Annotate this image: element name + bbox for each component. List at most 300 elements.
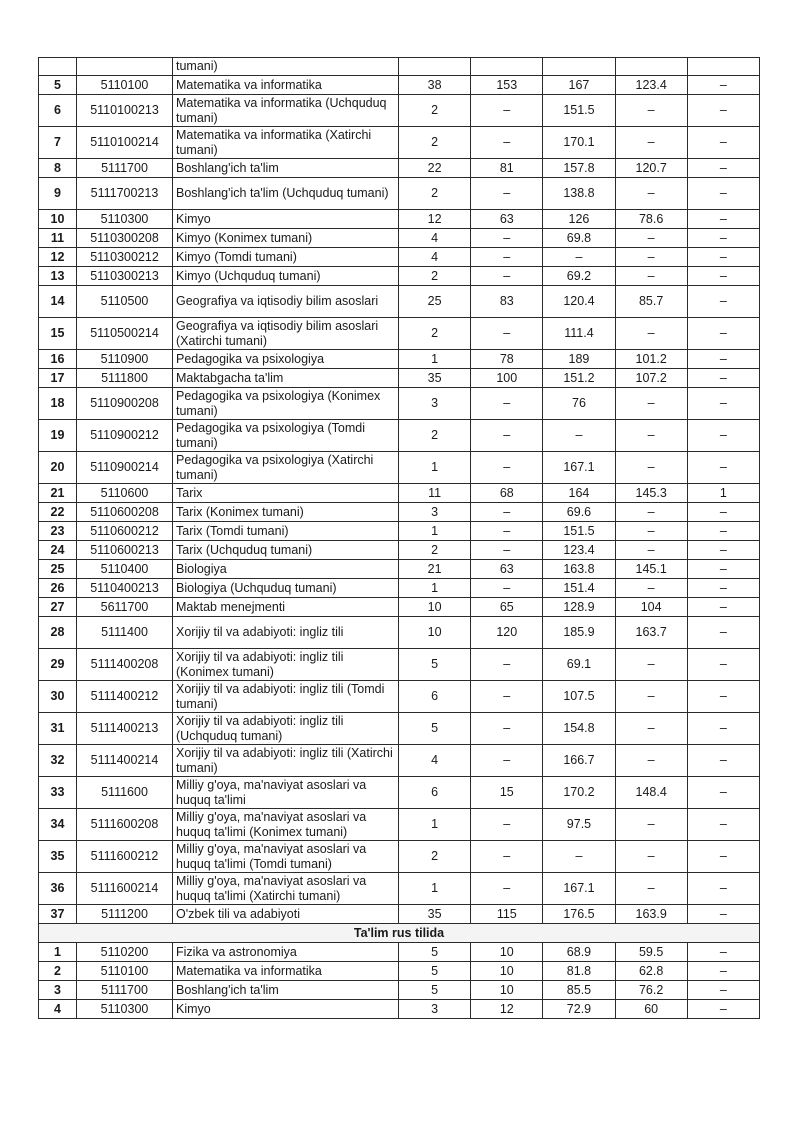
cell-quota: 4 bbox=[399, 248, 471, 267]
cell-extra: – bbox=[687, 1000, 759, 1019]
cell-code: 5111400 bbox=[77, 617, 173, 649]
cell-score-max: 69.2 bbox=[543, 267, 615, 286]
cell-extra: – bbox=[687, 522, 759, 541]
cell-name: Kimyo bbox=[173, 210, 399, 229]
cell-name: Matematika va informatika bbox=[173, 76, 399, 95]
cell-score-min: – bbox=[615, 745, 687, 777]
cell-number: 32 bbox=[39, 745, 77, 777]
cell-quota: 12 bbox=[399, 210, 471, 229]
table-row bbox=[39, 388, 760, 420]
cell-number: 20 bbox=[39, 452, 77, 484]
cell-extra: – bbox=[687, 962, 759, 981]
cell-name: Boshlang'ich ta'lim bbox=[173, 981, 399, 1000]
cell-number: 1 bbox=[39, 943, 77, 962]
cell-score-min: – bbox=[615, 541, 687, 560]
cell-name: Xorijiy til va adabiyoti: ingliz tili (Uchquduq tumani) bbox=[173, 713, 399, 745]
cell-name: Biologiya bbox=[173, 560, 399, 579]
cell-score-max: 151.5 bbox=[543, 95, 615, 127]
cell-quota: 2 bbox=[399, 178, 471, 210]
cell-quota: 5 bbox=[399, 981, 471, 1000]
cell-score-max: 164 bbox=[543, 484, 615, 503]
cell-extra: – bbox=[687, 617, 759, 649]
cell-score-min: – bbox=[615, 318, 687, 350]
cell-name: Pedagogika va psixologiya (Xatirchi tumani) bbox=[173, 452, 399, 484]
cell-code: 5110100 bbox=[77, 76, 173, 95]
table-row bbox=[39, 503, 760, 522]
cell-number: 29 bbox=[39, 649, 77, 681]
cell-code: 5110300213 bbox=[77, 267, 173, 286]
table-row bbox=[39, 841, 760, 873]
cell-score-min: 60 bbox=[615, 1000, 687, 1019]
cell-score-min: 107.2 bbox=[615, 369, 687, 388]
cell-code: 5111200 bbox=[77, 905, 173, 924]
cell-score-max: 97.5 bbox=[543, 809, 615, 841]
cell-applications: – bbox=[471, 503, 543, 522]
cell-quota: 5 bbox=[399, 962, 471, 981]
cell-code: 5110300 bbox=[77, 1000, 173, 1019]
cell-applications: – bbox=[471, 178, 543, 210]
cell-extra: – bbox=[687, 267, 759, 286]
table-row bbox=[39, 76, 760, 95]
table-row bbox=[39, 522, 760, 541]
cell-applications: – bbox=[471, 522, 543, 541]
cell-extra: – bbox=[687, 229, 759, 248]
table-row bbox=[39, 777, 760, 809]
cell-extra: – bbox=[687, 350, 759, 369]
cell-name: Kimyo (Konimex tumani) bbox=[173, 229, 399, 248]
cell-number: 31 bbox=[39, 713, 77, 745]
cell-score-min: – bbox=[615, 841, 687, 873]
cell-extra: – bbox=[687, 943, 759, 962]
cell-name: Matematika va informatika (Xatirchi tumani) bbox=[173, 127, 399, 159]
admission-quota-document bbox=[38, 57, 760, 1019]
cell-applications: 63 bbox=[471, 210, 543, 229]
cell-number: 7 bbox=[39, 127, 77, 159]
cell-score-max: 128.9 bbox=[543, 598, 615, 617]
cell-name: Geografiya va iqtisodiy bilim asoslari bbox=[173, 286, 399, 318]
cell-quota: 2 bbox=[399, 267, 471, 286]
table-row-continued bbox=[39, 58, 760, 76]
cell-score-min: – bbox=[615, 420, 687, 452]
cell-score-min: – bbox=[615, 873, 687, 905]
cell-score-max: 81.8 bbox=[543, 962, 615, 981]
cell-score-min: – bbox=[615, 503, 687, 522]
cell-number: 28 bbox=[39, 617, 77, 649]
cell-name: Geografiya va iqtisodiy bilim asoslari (Xatirchi tumani) bbox=[173, 318, 399, 350]
cell-number bbox=[39, 58, 77, 76]
cell-code: 5110900 bbox=[77, 350, 173, 369]
cell-applications: – bbox=[471, 873, 543, 905]
cell-quota: 3 bbox=[399, 388, 471, 420]
cell-applications: – bbox=[471, 745, 543, 777]
cell-applications: – bbox=[471, 809, 543, 841]
admission-table bbox=[38, 57, 760, 1019]
cell-extra: – bbox=[687, 388, 759, 420]
cell-quota: 1 bbox=[399, 522, 471, 541]
cell-extra: 1 bbox=[687, 484, 759, 503]
cell-name: Xorijiy til va adabiyoti: ingliz tili bbox=[173, 617, 399, 649]
table-row bbox=[39, 981, 760, 1000]
table-row bbox=[39, 541, 760, 560]
cell-score-max: 69.1 bbox=[543, 649, 615, 681]
cell-extra: – bbox=[687, 579, 759, 598]
cell-extra: – bbox=[687, 905, 759, 924]
table-row bbox=[39, 286, 760, 318]
cell-score-min: 101.2 bbox=[615, 350, 687, 369]
cell-score-max: 151.4 bbox=[543, 579, 615, 598]
cell-quota: 1 bbox=[399, 579, 471, 598]
cell-quota: 35 bbox=[399, 905, 471, 924]
cell-code: 5111600212 bbox=[77, 841, 173, 873]
table-row bbox=[39, 560, 760, 579]
cell-quota: 5 bbox=[399, 649, 471, 681]
cell-number: 27 bbox=[39, 598, 77, 617]
cell-code: 5110900208 bbox=[77, 388, 173, 420]
cell-score-min: 78.6 bbox=[615, 210, 687, 229]
cell-score-max: 185.9 bbox=[543, 617, 615, 649]
cell-name: Kimyo bbox=[173, 1000, 399, 1019]
table-row bbox=[39, 873, 760, 905]
cell-number: 5 bbox=[39, 76, 77, 95]
cell-quota: 5 bbox=[399, 713, 471, 745]
cell-score-max: 166.7 bbox=[543, 745, 615, 777]
cell-name: tumani) bbox=[173, 58, 399, 76]
cell-quota: 6 bbox=[399, 681, 471, 713]
cell-score-min: 59.5 bbox=[615, 943, 687, 962]
cell-code bbox=[77, 58, 173, 76]
cell-code: 5110400 bbox=[77, 560, 173, 579]
cell-code: 5111600 bbox=[77, 777, 173, 809]
cell-quota: 10 bbox=[399, 598, 471, 617]
table-row bbox=[39, 962, 760, 981]
cell-number: 3 bbox=[39, 981, 77, 1000]
cell-score-min: 145.1 bbox=[615, 560, 687, 579]
cell-number: 33 bbox=[39, 777, 77, 809]
cell-applications: – bbox=[471, 267, 543, 286]
cell-number: 6 bbox=[39, 95, 77, 127]
cell-quota: 22 bbox=[399, 159, 471, 178]
cell-score-max: 163.8 bbox=[543, 560, 615, 579]
cell-code: 5111400208 bbox=[77, 649, 173, 681]
cell-code: 5110300208 bbox=[77, 229, 173, 248]
cell-extra: – bbox=[687, 95, 759, 127]
cell-extra: – bbox=[687, 560, 759, 579]
cell-applications: – bbox=[471, 95, 543, 127]
table-row bbox=[39, 598, 760, 617]
cell-score-min: 104 bbox=[615, 598, 687, 617]
cell-extra: – bbox=[687, 541, 759, 560]
cell-applications: – bbox=[471, 127, 543, 159]
cell-name: O'zbek tili va adabiyoti bbox=[173, 905, 399, 924]
cell-number: 11 bbox=[39, 229, 77, 248]
cell-score-max: 154.8 bbox=[543, 713, 615, 745]
cell-quota bbox=[399, 58, 471, 76]
cell-extra: – bbox=[687, 178, 759, 210]
cell-score-min: 76.2 bbox=[615, 981, 687, 1000]
cell-score-max: 111.4 bbox=[543, 318, 615, 350]
cell-extra: – bbox=[687, 210, 759, 229]
table-row bbox=[39, 178, 760, 210]
cell-quota: 3 bbox=[399, 503, 471, 522]
cell-score-max: 167.1 bbox=[543, 452, 615, 484]
cell-code: 5110200 bbox=[77, 943, 173, 962]
table-row bbox=[39, 350, 760, 369]
cell-code: 5110500 bbox=[77, 286, 173, 318]
cell-score-max: 85.5 bbox=[543, 981, 615, 1000]
cell-name: Xorijiy til va adabiyoti: ingliz tili (Konimex tumani) bbox=[173, 649, 399, 681]
cell-extra: – bbox=[687, 420, 759, 452]
cell-applications bbox=[471, 58, 543, 76]
cell-score-max: 120.4 bbox=[543, 286, 615, 318]
cell-applications: 63 bbox=[471, 560, 543, 579]
cell-number: 18 bbox=[39, 388, 77, 420]
cell-number: 24 bbox=[39, 541, 77, 560]
cell-applications: 10 bbox=[471, 962, 543, 981]
cell-name: Maktabgacha ta'lim bbox=[173, 369, 399, 388]
table-row bbox=[39, 905, 760, 924]
cell-extra: – bbox=[687, 286, 759, 318]
table-row bbox=[39, 267, 760, 286]
cell-score-max: 167.1 bbox=[543, 873, 615, 905]
cell-score-max: 170.1 bbox=[543, 127, 615, 159]
cell-number: 2 bbox=[39, 962, 77, 981]
cell-number: 37 bbox=[39, 905, 77, 924]
cell-score-max: 167 bbox=[543, 76, 615, 95]
cell-applications: 83 bbox=[471, 286, 543, 318]
cell-applications: 120 bbox=[471, 617, 543, 649]
section-heading-row bbox=[39, 924, 760, 943]
cell-number: 16 bbox=[39, 350, 77, 369]
cell-quota: 4 bbox=[399, 229, 471, 248]
cell-applications: – bbox=[471, 681, 543, 713]
cell-name: Xorijiy til va adabiyoti: ingliz tili (Tomdi tumani) bbox=[173, 681, 399, 713]
cell-applications: 100 bbox=[471, 369, 543, 388]
cell-score-min: 120.7 bbox=[615, 159, 687, 178]
cell-score-max: 151.5 bbox=[543, 522, 615, 541]
cell-name: Tarix (Tomdi tumani) bbox=[173, 522, 399, 541]
cell-code: 5111800 bbox=[77, 369, 173, 388]
cell-extra: – bbox=[687, 809, 759, 841]
cell-code: 5110100214 bbox=[77, 127, 173, 159]
cell-applications: – bbox=[471, 420, 543, 452]
cell-name: Tarix (Konimex tumani) bbox=[173, 503, 399, 522]
cell-quota: 2 bbox=[399, 127, 471, 159]
cell-name: Tarix (Uchquduq tumani) bbox=[173, 541, 399, 560]
cell-applications: – bbox=[471, 452, 543, 484]
cell-code: 5111400214 bbox=[77, 745, 173, 777]
cell-code: 5110100 bbox=[77, 962, 173, 981]
table-row bbox=[39, 1000, 760, 1019]
cell-score-min: 163.9 bbox=[615, 905, 687, 924]
cell-number: 4 bbox=[39, 1000, 77, 1019]
cell-score-min: – bbox=[615, 95, 687, 127]
cell-score-max: 123.4 bbox=[543, 541, 615, 560]
table-row bbox=[39, 210, 760, 229]
table-row bbox=[39, 318, 760, 350]
cell-name: Maktab menejmenti bbox=[173, 598, 399, 617]
cell-extra: – bbox=[687, 159, 759, 178]
cell-extra: – bbox=[687, 503, 759, 522]
cell-code: 5111400213 bbox=[77, 713, 173, 745]
cell-number: 21 bbox=[39, 484, 77, 503]
cell-name: Boshlang'ich ta'lim (Uchquduq tumani) bbox=[173, 178, 399, 210]
cell-name: Matematika va informatika bbox=[173, 962, 399, 981]
cell-score-max: 68.9 bbox=[543, 943, 615, 962]
cell-applications: – bbox=[471, 318, 543, 350]
cell-extra: – bbox=[687, 873, 759, 905]
cell-extra: – bbox=[687, 713, 759, 745]
cell-code: 5111700 bbox=[77, 981, 173, 1000]
cell-extra: – bbox=[687, 248, 759, 267]
cell-extra: – bbox=[687, 649, 759, 681]
cell-code: 5110400213 bbox=[77, 579, 173, 598]
cell-score-max: 107.5 bbox=[543, 681, 615, 713]
cell-score-max: – bbox=[543, 248, 615, 267]
cell-code: 5110600213 bbox=[77, 541, 173, 560]
cell-number: 19 bbox=[39, 420, 77, 452]
cell-score-max: 138.8 bbox=[543, 178, 615, 210]
cell-quota: 1 bbox=[399, 350, 471, 369]
cell-number: 34 bbox=[39, 809, 77, 841]
cell-quota: 2 bbox=[399, 318, 471, 350]
table-row bbox=[39, 452, 760, 484]
cell-applications: – bbox=[471, 229, 543, 248]
cell-number: 17 bbox=[39, 369, 77, 388]
cell-extra: – bbox=[687, 777, 759, 809]
cell-number: 10 bbox=[39, 210, 77, 229]
cell-code: 5110900214 bbox=[77, 452, 173, 484]
cell-score-max: 126 bbox=[543, 210, 615, 229]
cell-quota: 11 bbox=[399, 484, 471, 503]
cell-extra: – bbox=[687, 318, 759, 350]
cell-name: Milliy g'oya, ma'naviyat asoslari va huquq ta'limi (Konimex tumani) bbox=[173, 809, 399, 841]
cell-quota: 2 bbox=[399, 841, 471, 873]
cell-number: 25 bbox=[39, 560, 77, 579]
cell-score-min: – bbox=[615, 248, 687, 267]
cell-applications: 10 bbox=[471, 981, 543, 1000]
cell-score-min: – bbox=[615, 809, 687, 841]
cell-score-min: – bbox=[615, 229, 687, 248]
cell-quota: 1 bbox=[399, 873, 471, 905]
table-row bbox=[39, 649, 760, 681]
table-row bbox=[39, 248, 760, 267]
cell-extra: – bbox=[687, 76, 759, 95]
cell-score-max: 176.5 bbox=[543, 905, 615, 924]
cell-score-max: 69.6 bbox=[543, 503, 615, 522]
cell-code: 5110900212 bbox=[77, 420, 173, 452]
cell-applications: 81 bbox=[471, 159, 543, 178]
table-row bbox=[39, 617, 760, 649]
cell-extra: – bbox=[687, 745, 759, 777]
cell-quota: 2 bbox=[399, 541, 471, 560]
cell-code: 5611700 bbox=[77, 598, 173, 617]
table-row bbox=[39, 484, 760, 503]
cell-name: Biologiya (Uchquduq tumani) bbox=[173, 579, 399, 598]
cell-applications: 65 bbox=[471, 598, 543, 617]
table-row bbox=[39, 95, 760, 127]
cell-code: 5110500214 bbox=[77, 318, 173, 350]
table-row bbox=[39, 943, 760, 962]
cell-score-min: – bbox=[615, 649, 687, 681]
cell-code: 5110600208 bbox=[77, 503, 173, 522]
cell-quota: 2 bbox=[399, 95, 471, 127]
table-row bbox=[39, 420, 760, 452]
cell-score-max: – bbox=[543, 841, 615, 873]
cell-applications: 10 bbox=[471, 943, 543, 962]
cell-score-max: – bbox=[543, 420, 615, 452]
cell-score-min: 123.4 bbox=[615, 76, 687, 95]
cell-name: Pedagogika va psixologiya bbox=[173, 350, 399, 369]
cell-code: 5111400212 bbox=[77, 681, 173, 713]
cell-code: 5111700213 bbox=[77, 178, 173, 210]
cell-score-min: – bbox=[615, 713, 687, 745]
cell-number: 13 bbox=[39, 267, 77, 286]
cell-extra bbox=[687, 58, 759, 76]
cell-extra: – bbox=[687, 369, 759, 388]
cell-number: 26 bbox=[39, 579, 77, 598]
cell-name: Matematika va informatika (Uchquduq tumani) bbox=[173, 95, 399, 127]
table-row bbox=[39, 369, 760, 388]
cell-score-min: – bbox=[615, 579, 687, 598]
cell-score-min: 148.4 bbox=[615, 777, 687, 809]
cell-quota: 1 bbox=[399, 809, 471, 841]
cell-number: 15 bbox=[39, 318, 77, 350]
cell-score-max: 69.8 bbox=[543, 229, 615, 248]
table-row bbox=[39, 745, 760, 777]
cell-name: Milliy g'oya, ma'naviyat asoslari va huquq ta'limi bbox=[173, 777, 399, 809]
table-row bbox=[39, 127, 760, 159]
cell-extra: – bbox=[687, 452, 759, 484]
cell-extra: – bbox=[687, 127, 759, 159]
cell-name: Boshlang'ich ta'lim bbox=[173, 159, 399, 178]
cell-applications: – bbox=[471, 649, 543, 681]
cell-score-min: – bbox=[615, 452, 687, 484]
cell-name: Milliy g'oya, ma'naviyat asoslari va huquq ta'limi (Tomdi tumani) bbox=[173, 841, 399, 873]
cell-score-max: 151.2 bbox=[543, 369, 615, 388]
table-row bbox=[39, 159, 760, 178]
cell-code: 5111600208 bbox=[77, 809, 173, 841]
cell-extra: – bbox=[687, 981, 759, 1000]
cell-score-min: 62.8 bbox=[615, 962, 687, 981]
cell-applications: 153 bbox=[471, 76, 543, 95]
cell-applications: 12 bbox=[471, 1000, 543, 1019]
cell-applications: 115 bbox=[471, 905, 543, 924]
cell-quota: 4 bbox=[399, 745, 471, 777]
cell-quota: 21 bbox=[399, 560, 471, 579]
cell-applications: 78 bbox=[471, 350, 543, 369]
cell-code: 5110300212 bbox=[77, 248, 173, 267]
cell-number: 36 bbox=[39, 873, 77, 905]
cell-score-max: 72.9 bbox=[543, 1000, 615, 1019]
cell-quota: 1 bbox=[399, 452, 471, 484]
cell-score-max: 170.2 bbox=[543, 777, 615, 809]
cell-code: 5111600214 bbox=[77, 873, 173, 905]
cell-number: 35 bbox=[39, 841, 77, 873]
cell-score-min: – bbox=[615, 178, 687, 210]
cell-applications: 15 bbox=[471, 777, 543, 809]
cell-applications: – bbox=[471, 579, 543, 598]
cell-score-max bbox=[543, 58, 615, 76]
cell-name: Tarix bbox=[173, 484, 399, 503]
table-row bbox=[39, 713, 760, 745]
cell-score-max: 76 bbox=[543, 388, 615, 420]
cell-score-min: 85.7 bbox=[615, 286, 687, 318]
cell-score-min: – bbox=[615, 681, 687, 713]
cell-extra: – bbox=[687, 598, 759, 617]
cell-applications: – bbox=[471, 541, 543, 560]
cell-name: Fizika va astronomiya bbox=[173, 943, 399, 962]
table-row bbox=[39, 579, 760, 598]
